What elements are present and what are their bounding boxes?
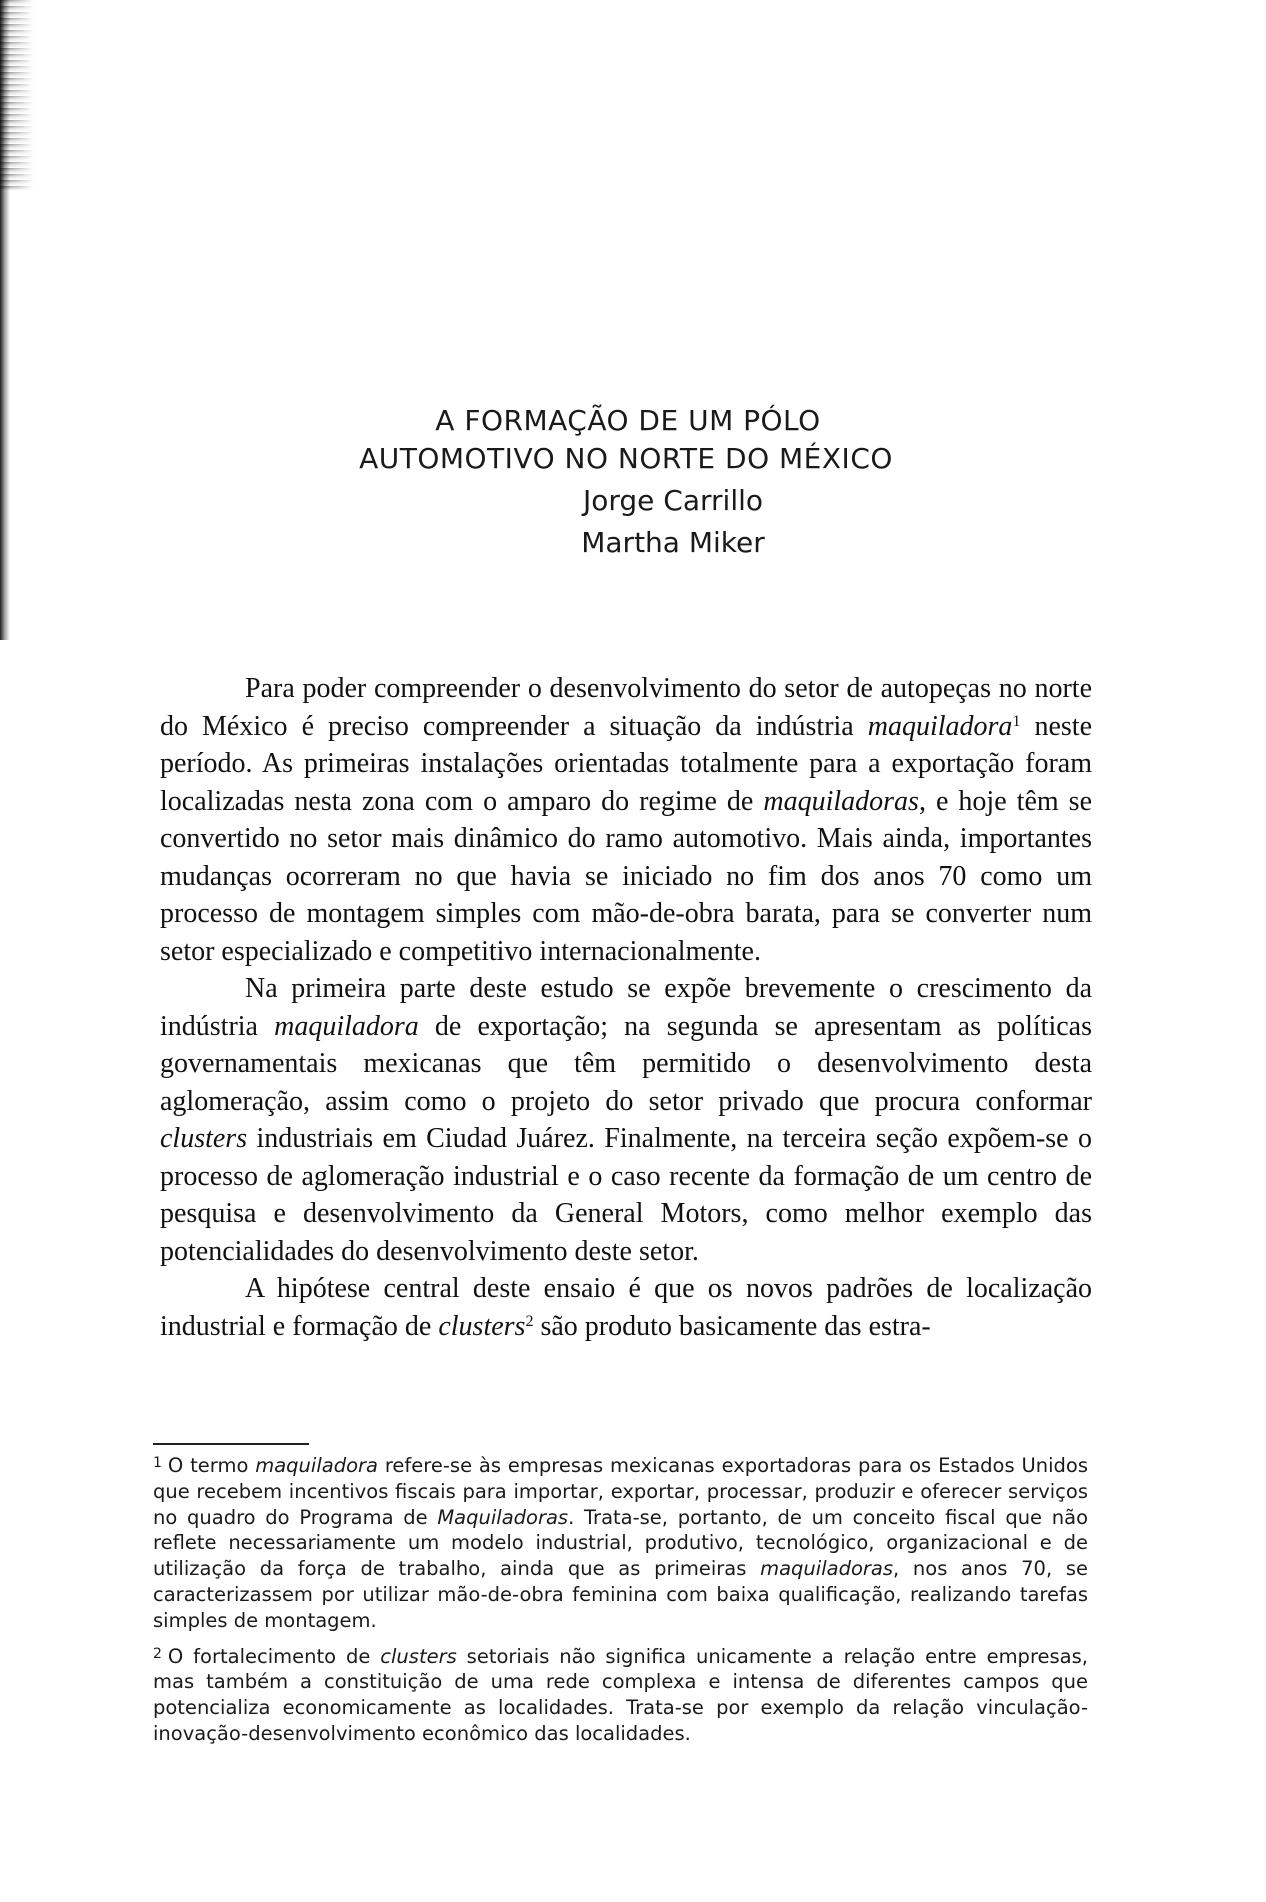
text-run: de exportação; na segunda se apresentam as políticas governamentais mexicanas que têm permitido o desenvolvimento desta aglomeração, assim como o projeto do setor privado que procura conformar bbox=[160, 1010, 1092, 1117]
italic-term: maquiladora bbox=[255, 1454, 378, 1477]
text-run: O termo bbox=[167, 1454, 256, 1477]
paragraph-2 bbox=[160, 970, 1092, 1270]
italic-term: maquiladora bbox=[274, 1010, 419, 1042]
footnote-number: 2 bbox=[153, 1645, 162, 1662]
italic-term: maquiladoras bbox=[763, 785, 919, 817]
article-body bbox=[160, 670, 1092, 1345]
article-title-line-1: A FORMAÇÃO DE UM PÓLO bbox=[435, 404, 821, 437]
paragraph-1 bbox=[160, 670, 1092, 970]
text-run: setoriais não significa unicamente a relação entre empresas, mas também a constituição de uma rede complexa e intensa de diferentes campos que potencializa economicamente as localidades. Trata-se por exemplo da relação vinculação-inovação-desenvolvimento econômico das localidades. bbox=[153, 1644, 1088, 1745]
italic-term: maquiladora bbox=[867, 710, 1013, 742]
text-run: . Trata-se, portanto, de um conceito fiscal que não reflete necessariamente um modelo industrial, produtivo, tecnológico, organizacional e de utilização da força de trabalho, ainda que as primeiras bbox=[153, 1505, 1089, 1581]
text-run: , nos anos 70, se caracterizassem por utilizar mão-de-obra feminina com baixa qualificação, realizando tarefas simples de montagem. bbox=[153, 1557, 1088, 1632]
footnote-ref: 1 bbox=[1012, 712, 1021, 730]
article-header bbox=[0, 402, 1266, 564]
author-name: Jorge Carrillo bbox=[582, 484, 764, 517]
author-name: Martha Miker bbox=[581, 526, 765, 559]
footnote-number: 1 bbox=[153, 1455, 162, 1471]
footnote-separator bbox=[153, 1443, 309, 1445]
italic-term: clusters bbox=[438, 1310, 526, 1342]
text-run: refere-se às empresas mexicanas exportadoras para os Estados Unidos que recebem incentivos fiscais para importar, exportar, processar, produzir e oferecer serviços no quadro do Programa de bbox=[153, 1454, 1088, 1529]
scan-edge-noise bbox=[0, 0, 34, 190]
paragraph-3 bbox=[160, 1270, 1092, 1345]
footnotes bbox=[153, 1453, 1088, 1757]
text-run: neste período. As primeiras instalações orientadas totalmente para a exportação foram localizadas nesta zona com o amparo do regime de bbox=[160, 710, 1092, 817]
text-run: Para poder compreender o desenvolvimento do setor de autopeças no norte do México é preciso compreender a situação da indústria bbox=[160, 673, 1092, 742]
italic-term: clusters bbox=[380, 1644, 457, 1668]
text-run: , e hoje têm se convertido no setor mais dinâmico do ramo automotivo. Mais ainda, importantes mudanças ocorreram no que havia se iniciado no fim dos anos 70 como um processo de montagem simples com mão-de-obra barata, para se converter num setor especializado e competitivo internacionalmente. bbox=[160, 785, 1092, 967]
italic-term: maquiladoras bbox=[760, 1557, 894, 1581]
footnote-ref: 2 bbox=[525, 1312, 534, 1330]
text-run: industriais em Ciudad Juárez. Finalmente, na terceira seção expõem-se o processo de aglomeração industrial e o caso recente da formação de um centro de pesquisa e desenvolvimento da General Motors, como melhor exemplo das potencialidades do desenvolvimento deste setor. bbox=[160, 1123, 1092, 1267]
footnote-1 bbox=[153, 1453, 1088, 1634]
article-title-line-2: AUTOMOTIVO NO NORTE DO MÉXICO bbox=[359, 442, 893, 475]
italic-term: Maquiladoras bbox=[437, 1505, 569, 1529]
footnote-2 bbox=[153, 1644, 1088, 1747]
text-run: Na primeira parte deste estudo se expõe brevemente o crescimento da indústria bbox=[160, 973, 1092, 1042]
text-run: são produto basicamente das estra- bbox=[533, 1310, 931, 1342]
italic-term: clusters bbox=[160, 1123, 248, 1154]
text-run: O fortalecimento de bbox=[167, 1644, 381, 1668]
text-run: A hipótese central deste ensaio é que os novos padrões de localização industrial e formação de bbox=[160, 1273, 1092, 1342]
